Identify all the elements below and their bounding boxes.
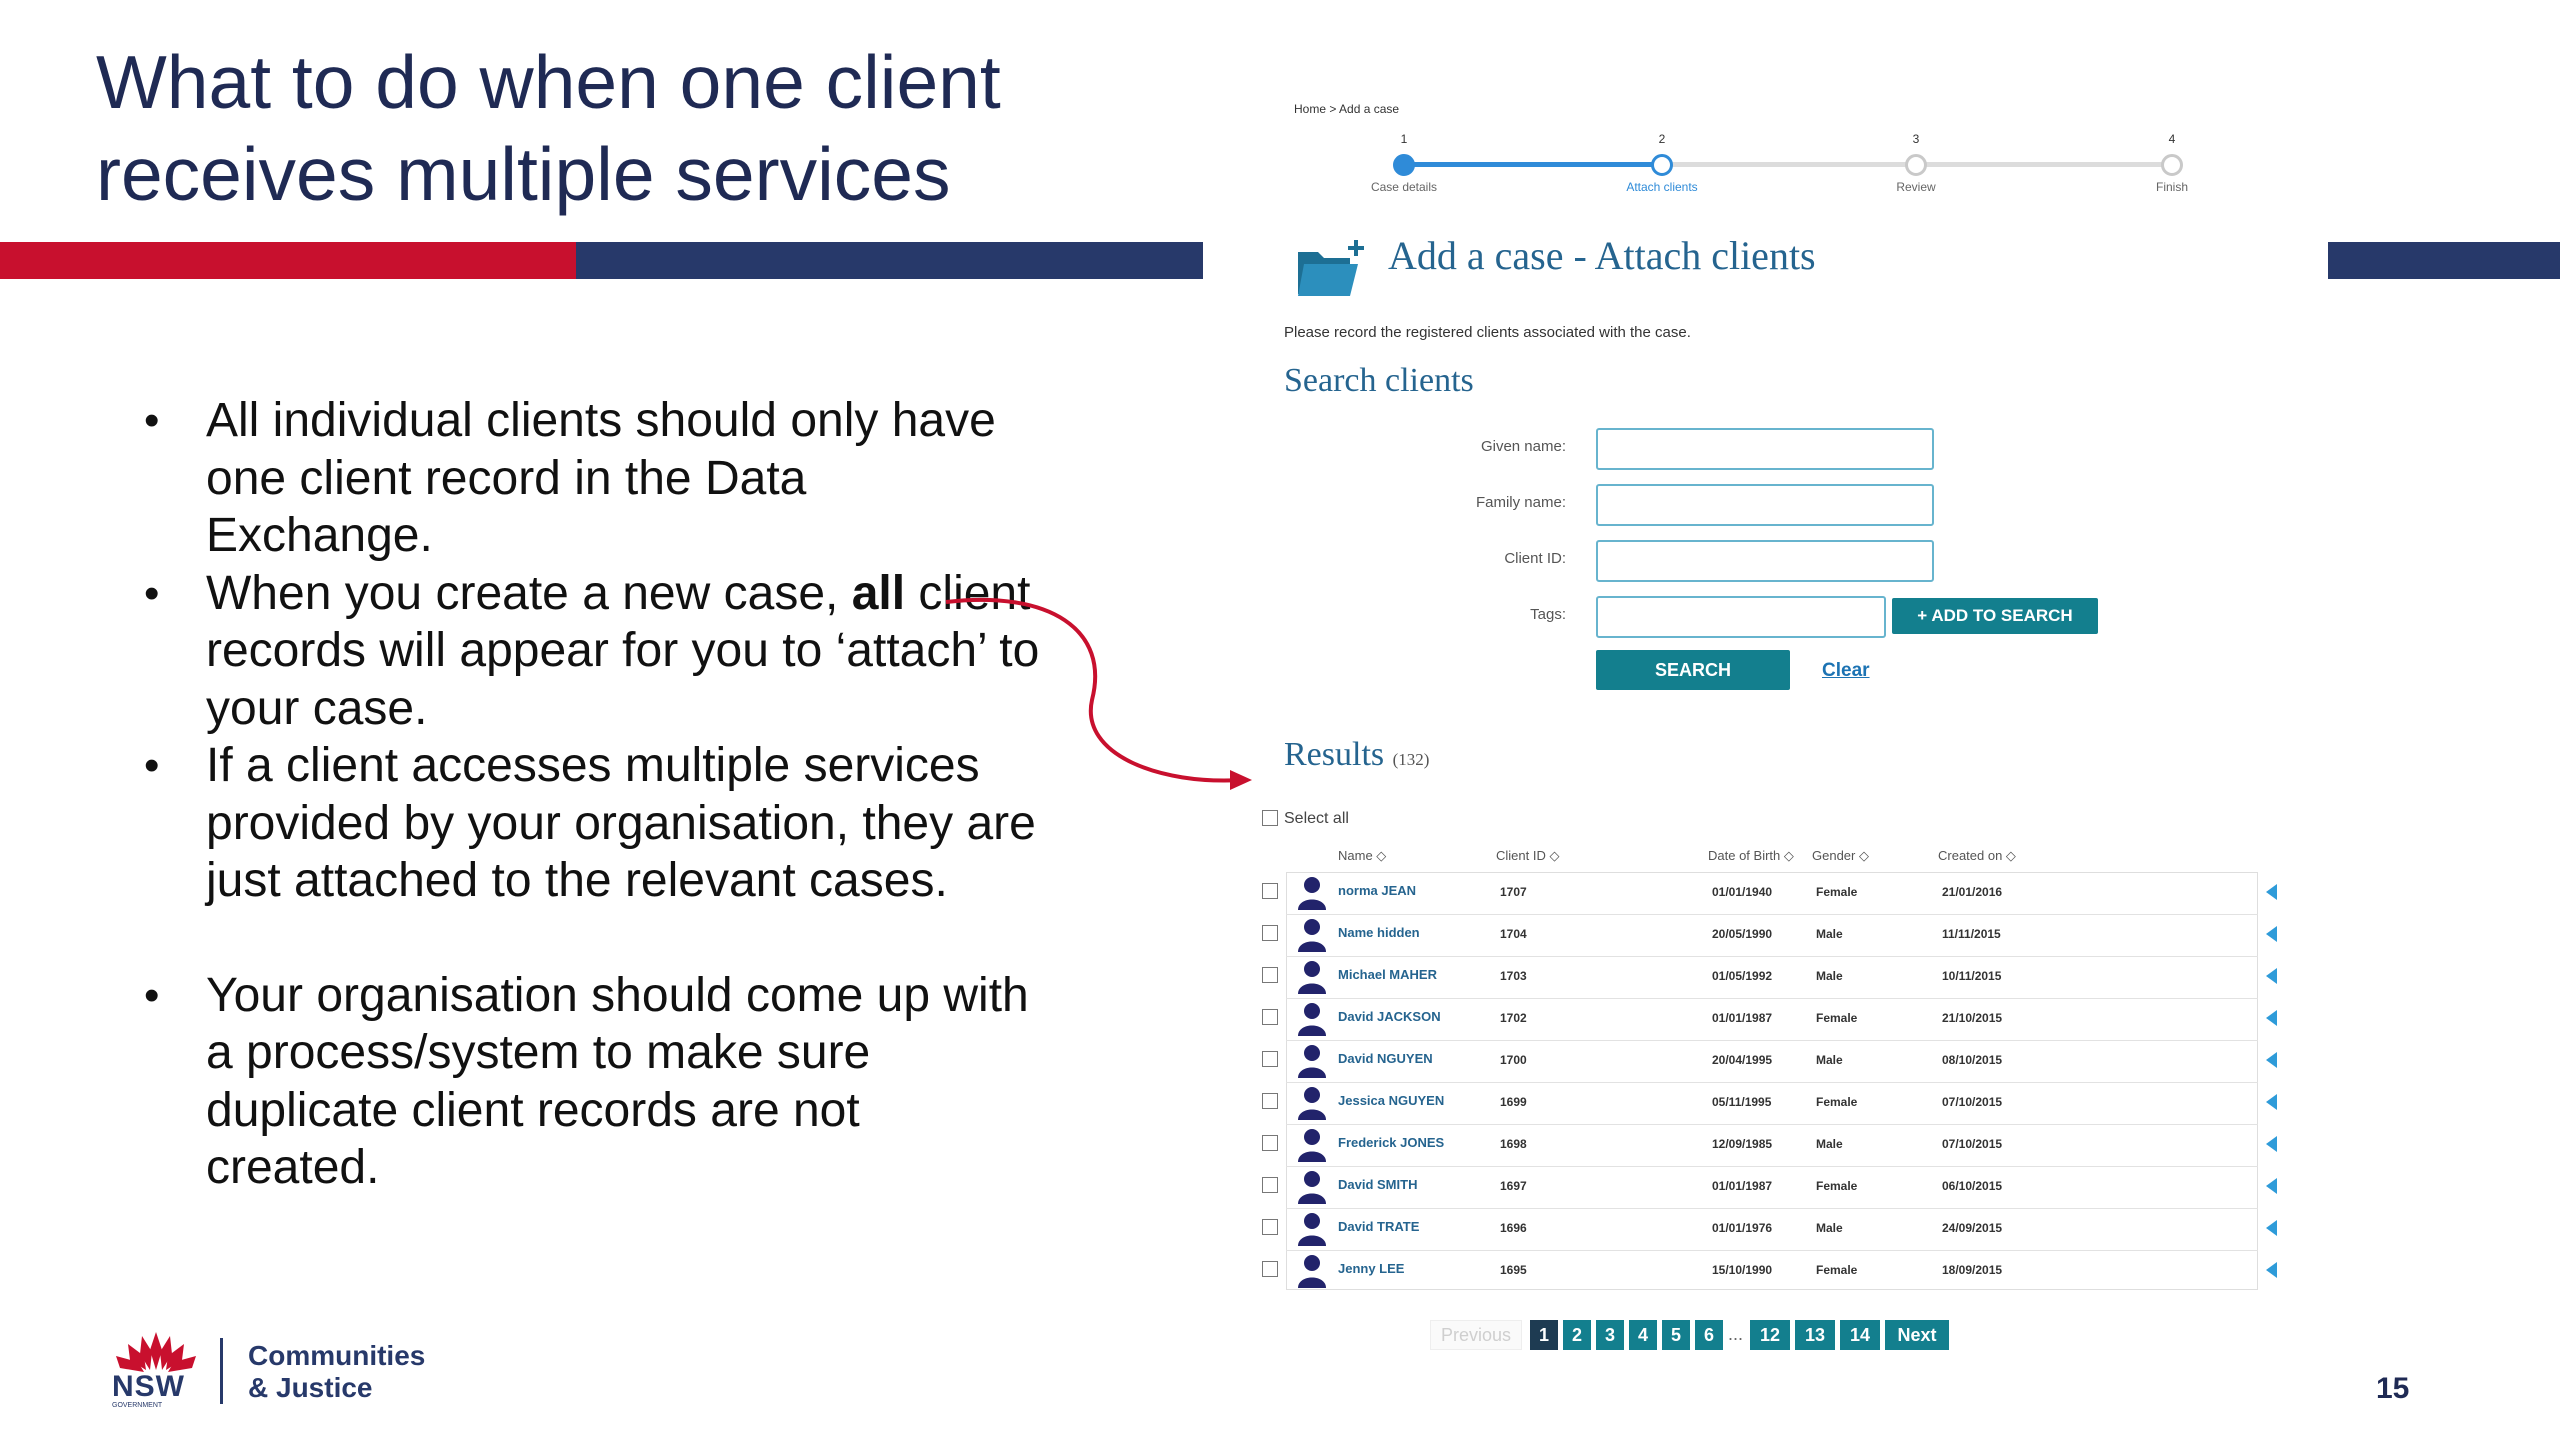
column-header-dob[interactable]: Date of Birth ◇ <box>1708 848 1794 863</box>
slide-title <box>96 36 1196 220</box>
client-id-cell: 1695 <box>1500 1263 1527 1277</box>
row-checkbox[interactable] <box>1262 1093 1278 1109</box>
dob-cell: 15/10/1990 <box>1712 1263 1773 1277</box>
pager-page-5[interactable]: 5 <box>1662 1320 1690 1350</box>
step-label: Finish <box>2155 180 2188 194</box>
person-icon <box>1294 1252 1330 1288</box>
dob-cell: 01/05/1992 <box>1712 969 1773 983</box>
header-bar-navy <box>576 242 1203 279</box>
gender-cell: Female <box>1816 1011 1858 1025</box>
bullet-item <box>140 565 1040 738</box>
add-to-search-button[interactable]: + ADD TO SEARCH <box>1892 598 2098 634</box>
dob-cell: 20/04/1995 <box>1712 1053 1773 1067</box>
given-name-label: Given name: <box>1480 438 1566 455</box>
pager-page-14[interactable]: 14 <box>1840 1320 1880 1350</box>
expand-row-icon[interactable] <box>2266 1220 2277 1236</box>
table-row[interactable] <box>1250 1208 2300 1250</box>
clear-link[interactable]: Clear <box>1822 660 1870 681</box>
row-checkbox[interactable] <box>1262 967 1278 983</box>
dob-cell: 01/01/1987 <box>1712 1011 1773 1025</box>
logo-justice: & Justice <box>248 1372 373 1403</box>
person-icon <box>1294 1210 1330 1246</box>
logo-divider <box>220 1338 223 1404</box>
dob-cell: 01/01/1987 <box>1712 1179 1773 1193</box>
created-cell: 07/10/2015 <box>1942 1095 2003 1109</box>
given-name-input[interactable] <box>1596 428 1934 470</box>
client-id-cell: 1702 <box>1500 1011 1527 1025</box>
dob-cell: 01/01/1976 <box>1712 1221 1773 1235</box>
pager-page-2[interactable]: 2 <box>1563 1320 1591 1350</box>
intro-text: Please record the registered clients associated with the case. <box>1284 324 1691 341</box>
client-name-link[interactable]: Jenny LEE <box>1338 1261 1405 1276</box>
column-header-client-id[interactable]: Client ID ◇ <box>1496 848 1560 863</box>
slide-title-line-1: What to do when one client <box>96 40 1001 124</box>
client-name-link[interactable]: David JACKSON <box>1338 1009 1441 1024</box>
callout-arrow-icon <box>940 590 1260 800</box>
person-icon <box>1294 874 1330 910</box>
client-name-link[interactable]: Name hidden <box>1338 925 1420 940</box>
client-name-link[interactable]: David SMITH <box>1338 1177 1418 1192</box>
nsw-communities-justice-logo <box>108 1330 468 1410</box>
table-row[interactable] <box>1250 1082 2300 1124</box>
step-number: 4 <box>2168 132 2176 146</box>
client-id-cell: 1703 <box>1500 969 1527 983</box>
expand-row-icon[interactable] <box>2266 1094 2277 1110</box>
created-cell: 07/10/2015 <box>1942 1137 2003 1151</box>
row-checkbox[interactable] <box>1262 1009 1278 1025</box>
person-icon <box>1294 916 1330 952</box>
client-id-cell: 1697 <box>1500 1179 1527 1193</box>
add-case-screen <box>1250 92 2300 1362</box>
client-name-link[interactable]: norma JEAN <box>1338 883 1417 898</box>
table-row[interactable] <box>1250 1166 2300 1208</box>
dob-cell: 01/01/1940 <box>1712 885 1773 899</box>
person-icon <box>1294 1168 1330 1204</box>
header-bar-red <box>0 242 576 279</box>
expand-row-icon[interactable] <box>2266 1262 2277 1278</box>
bullet-item: • If a client accesses multiple services provided by your organisation, they are just attached to the relevant cases. <box>140 737 1040 910</box>
client-id-cell: 1696 <box>1500 1221 1527 1235</box>
bullet-item: • All individual clients should only have one client record in the Data Exchange. <box>140 392 1040 565</box>
client-name-link[interactable]: Jessica NGUYEN <box>1338 1093 1445 1108</box>
table-row[interactable] <box>1250 1250 2300 1292</box>
pager-page-4[interactable]: 4 <box>1629 1320 1657 1350</box>
client-id-cell: 1704 <box>1500 927 1527 941</box>
page-number: 15 <box>2376 1372 2410 1405</box>
client-id-cell: 1699 <box>1500 1095 1527 1109</box>
table-row[interactable] <box>1250 914 2300 956</box>
created-cell: 11/11/2015 <box>1942 927 2001 941</box>
step-dot <box>1651 154 1673 176</box>
results-count: (132) <box>1392 750 1430 769</box>
step-label: Review <box>1896 180 1936 194</box>
results-title <box>1284 736 1429 774</box>
step-label: Attach clients <box>1626 180 1698 194</box>
tags-label: Tags: <box>1530 606 1566 623</box>
client-name-link[interactable]: Frederick JONES <box>1338 1135 1445 1150</box>
created-cell: 10/11/2015 <box>1942 969 2002 983</box>
created-cell: 21/01/2016 <box>1942 885 2003 899</box>
step-finish[interactable] <box>2112 132 2232 194</box>
family-name-input[interactable] <box>1596 484 1934 526</box>
person-icon <box>1294 958 1330 994</box>
row-checkbox[interactable] <box>1262 925 1278 941</box>
client-name-link[interactable]: David NGUYEN <box>1338 1051 1433 1066</box>
page-heading: Add a case - Attach clients <box>1388 233 1816 278</box>
bullet-list <box>140 392 1040 1197</box>
table-row[interactable] <box>1250 1124 2300 1166</box>
expand-row-icon[interactable] <box>2266 884 2277 900</box>
person-icon <box>1294 1000 1330 1036</box>
pager-page-3[interactable]: 3 <box>1596 1320 1624 1350</box>
table-row[interactable] <box>1250 956 2300 998</box>
expand-row-icon[interactable] <box>2266 926 2277 942</box>
pager-page-13[interactable]: 13 <box>1795 1320 1835 1350</box>
select-all-label: Select all <box>1284 810 1349 827</box>
expand-row-icon[interactable] <box>2266 1052 2277 1068</box>
gender-cell: Male <box>1816 1137 1843 1151</box>
client-id-cell: 1698 <box>1500 1137 1527 1151</box>
pager-ellipsis: ... <box>1728 1324 1744 1344</box>
client-id-label: Client ID: <box>1504 550 1566 567</box>
row-checkbox[interactable] <box>1262 1051 1278 1067</box>
expand-row-icon[interactable] <box>2266 968 2277 984</box>
pager-page-12[interactable]: 12 <box>1750 1320 1790 1350</box>
step-number: 1 <box>1400 132 1408 146</box>
step-number: 3 <box>1912 132 1920 146</box>
step-label: Case details <box>1370 180 1438 194</box>
bullet-item: • Your organisation should come up with a process/system to make sure duplicate client records are not created. <box>140 967 1040 1197</box>
gender-cell: Female <box>1816 1095 1858 1109</box>
pager-next[interactable]: Next <box>1885 1320 1949 1350</box>
results-label: Results <box>1284 736 1385 773</box>
dob-cell: 12/09/1985 <box>1712 1137 1773 1151</box>
breadcrumb[interactable]: Home > Add a case <box>1294 102 1400 116</box>
step-review[interactable] <box>1856 132 1976 194</box>
family-name-label: Family name: <box>1475 494 1566 511</box>
tags-input[interactable] <box>1596 596 1886 638</box>
waratah-icon <box>110 1330 202 1372</box>
row-checkbox[interactable] <box>1262 1219 1278 1235</box>
created-cell: 08/10/2015 <box>1942 1053 2003 1067</box>
client-name-link[interactable]: Michael MAHER <box>1338 967 1437 982</box>
expand-row-icon[interactable] <box>2266 1178 2277 1194</box>
created-cell: 06/10/2015 <box>1942 1179 2003 1193</box>
search-button[interactable]: SEARCH <box>1596 650 1790 690</box>
client-id-cell: 1700 <box>1500 1053 1527 1067</box>
table-row[interactable] <box>1250 1040 2300 1082</box>
gender-cell: Female <box>1816 1179 1858 1193</box>
step-number: 2 <box>1658 132 1666 146</box>
bullet-bold-text: all <box>851 566 906 620</box>
column-header-gender[interactable]: Gender ◇ <box>1812 848 1869 863</box>
step-case-details[interactable] <box>1344 132 1464 194</box>
person-icon <box>1294 1042 1330 1078</box>
column-header-created[interactable]: Created on ◇ <box>1938 848 2016 863</box>
row-checkbox[interactable] <box>1262 1177 1278 1193</box>
dob-cell: 05/11/1995 <box>1712 1095 1772 1109</box>
created-cell: 21/10/2015 <box>1942 1011 2003 1025</box>
expand-row-icon[interactable] <box>2266 1136 2277 1152</box>
gender-cell: Female <box>1816 1263 1858 1277</box>
bullet-text: client records will appear for you to ‘attach’ to your case. <box>206 566 1040 735</box>
folder-add-icon <box>1296 238 1366 298</box>
step-attach-clients[interactable] <box>1602 132 1722 194</box>
logo-communities: Communities <box>248 1340 426 1371</box>
pager-previous[interactable]: Previous <box>1430 1320 1522 1350</box>
gender-cell: Male <box>1816 969 1843 983</box>
dob-cell: 20/05/1990 <box>1712 927 1773 941</box>
person-icon <box>1294 1126 1330 1162</box>
search-clients-title: Search clients <box>1284 362 1474 399</box>
pager-page-6[interactable]: 6 <box>1695 1320 1723 1350</box>
created-cell: 24/09/2015 <box>1942 1221 2003 1235</box>
nsw-government-text: GOVERNMENT <box>112 1402 163 1409</box>
client-name-link[interactable]: David TRATE <box>1338 1219 1420 1234</box>
column-header-name[interactable]: Name ◇ <box>1338 848 1387 863</box>
step-dot <box>2161 154 2183 176</box>
header-bar-navy-right <box>2328 242 2560 279</box>
created-cell: 18/09/2015 <box>1942 1263 2003 1277</box>
row-checkbox[interactable] <box>1262 883 1278 899</box>
bullet-text: When you create a new case, <box>206 566 852 620</box>
gender-cell: Male <box>1816 927 1843 941</box>
person-icon <box>1294 1084 1330 1120</box>
select-all-checkbox[interactable] <box>1262 810 1278 826</box>
gender-cell: Male <box>1816 1053 1843 1067</box>
gender-cell: Female <box>1816 885 1858 899</box>
nsw-wordmark: NSW <box>112 1370 185 1403</box>
step-dot <box>1393 154 1415 176</box>
row-checkbox[interactable] <box>1262 1261 1278 1277</box>
pager-page-1[interactable]: 1 <box>1530 1320 1558 1350</box>
client-id-cell: 1707 <box>1500 885 1527 899</box>
gender-cell: Male <box>1816 1221 1843 1235</box>
client-id-input[interactable] <box>1596 540 1934 582</box>
slide-title-line-2: receives multiple services <box>96 132 951 216</box>
expand-row-icon[interactable] <box>2266 1010 2277 1026</box>
step-dot <box>1905 154 1927 176</box>
row-checkbox[interactable] <box>1262 1135 1278 1151</box>
table-row[interactable] <box>1250 998 2300 1040</box>
table-row[interactable] <box>1250 872 2300 914</box>
